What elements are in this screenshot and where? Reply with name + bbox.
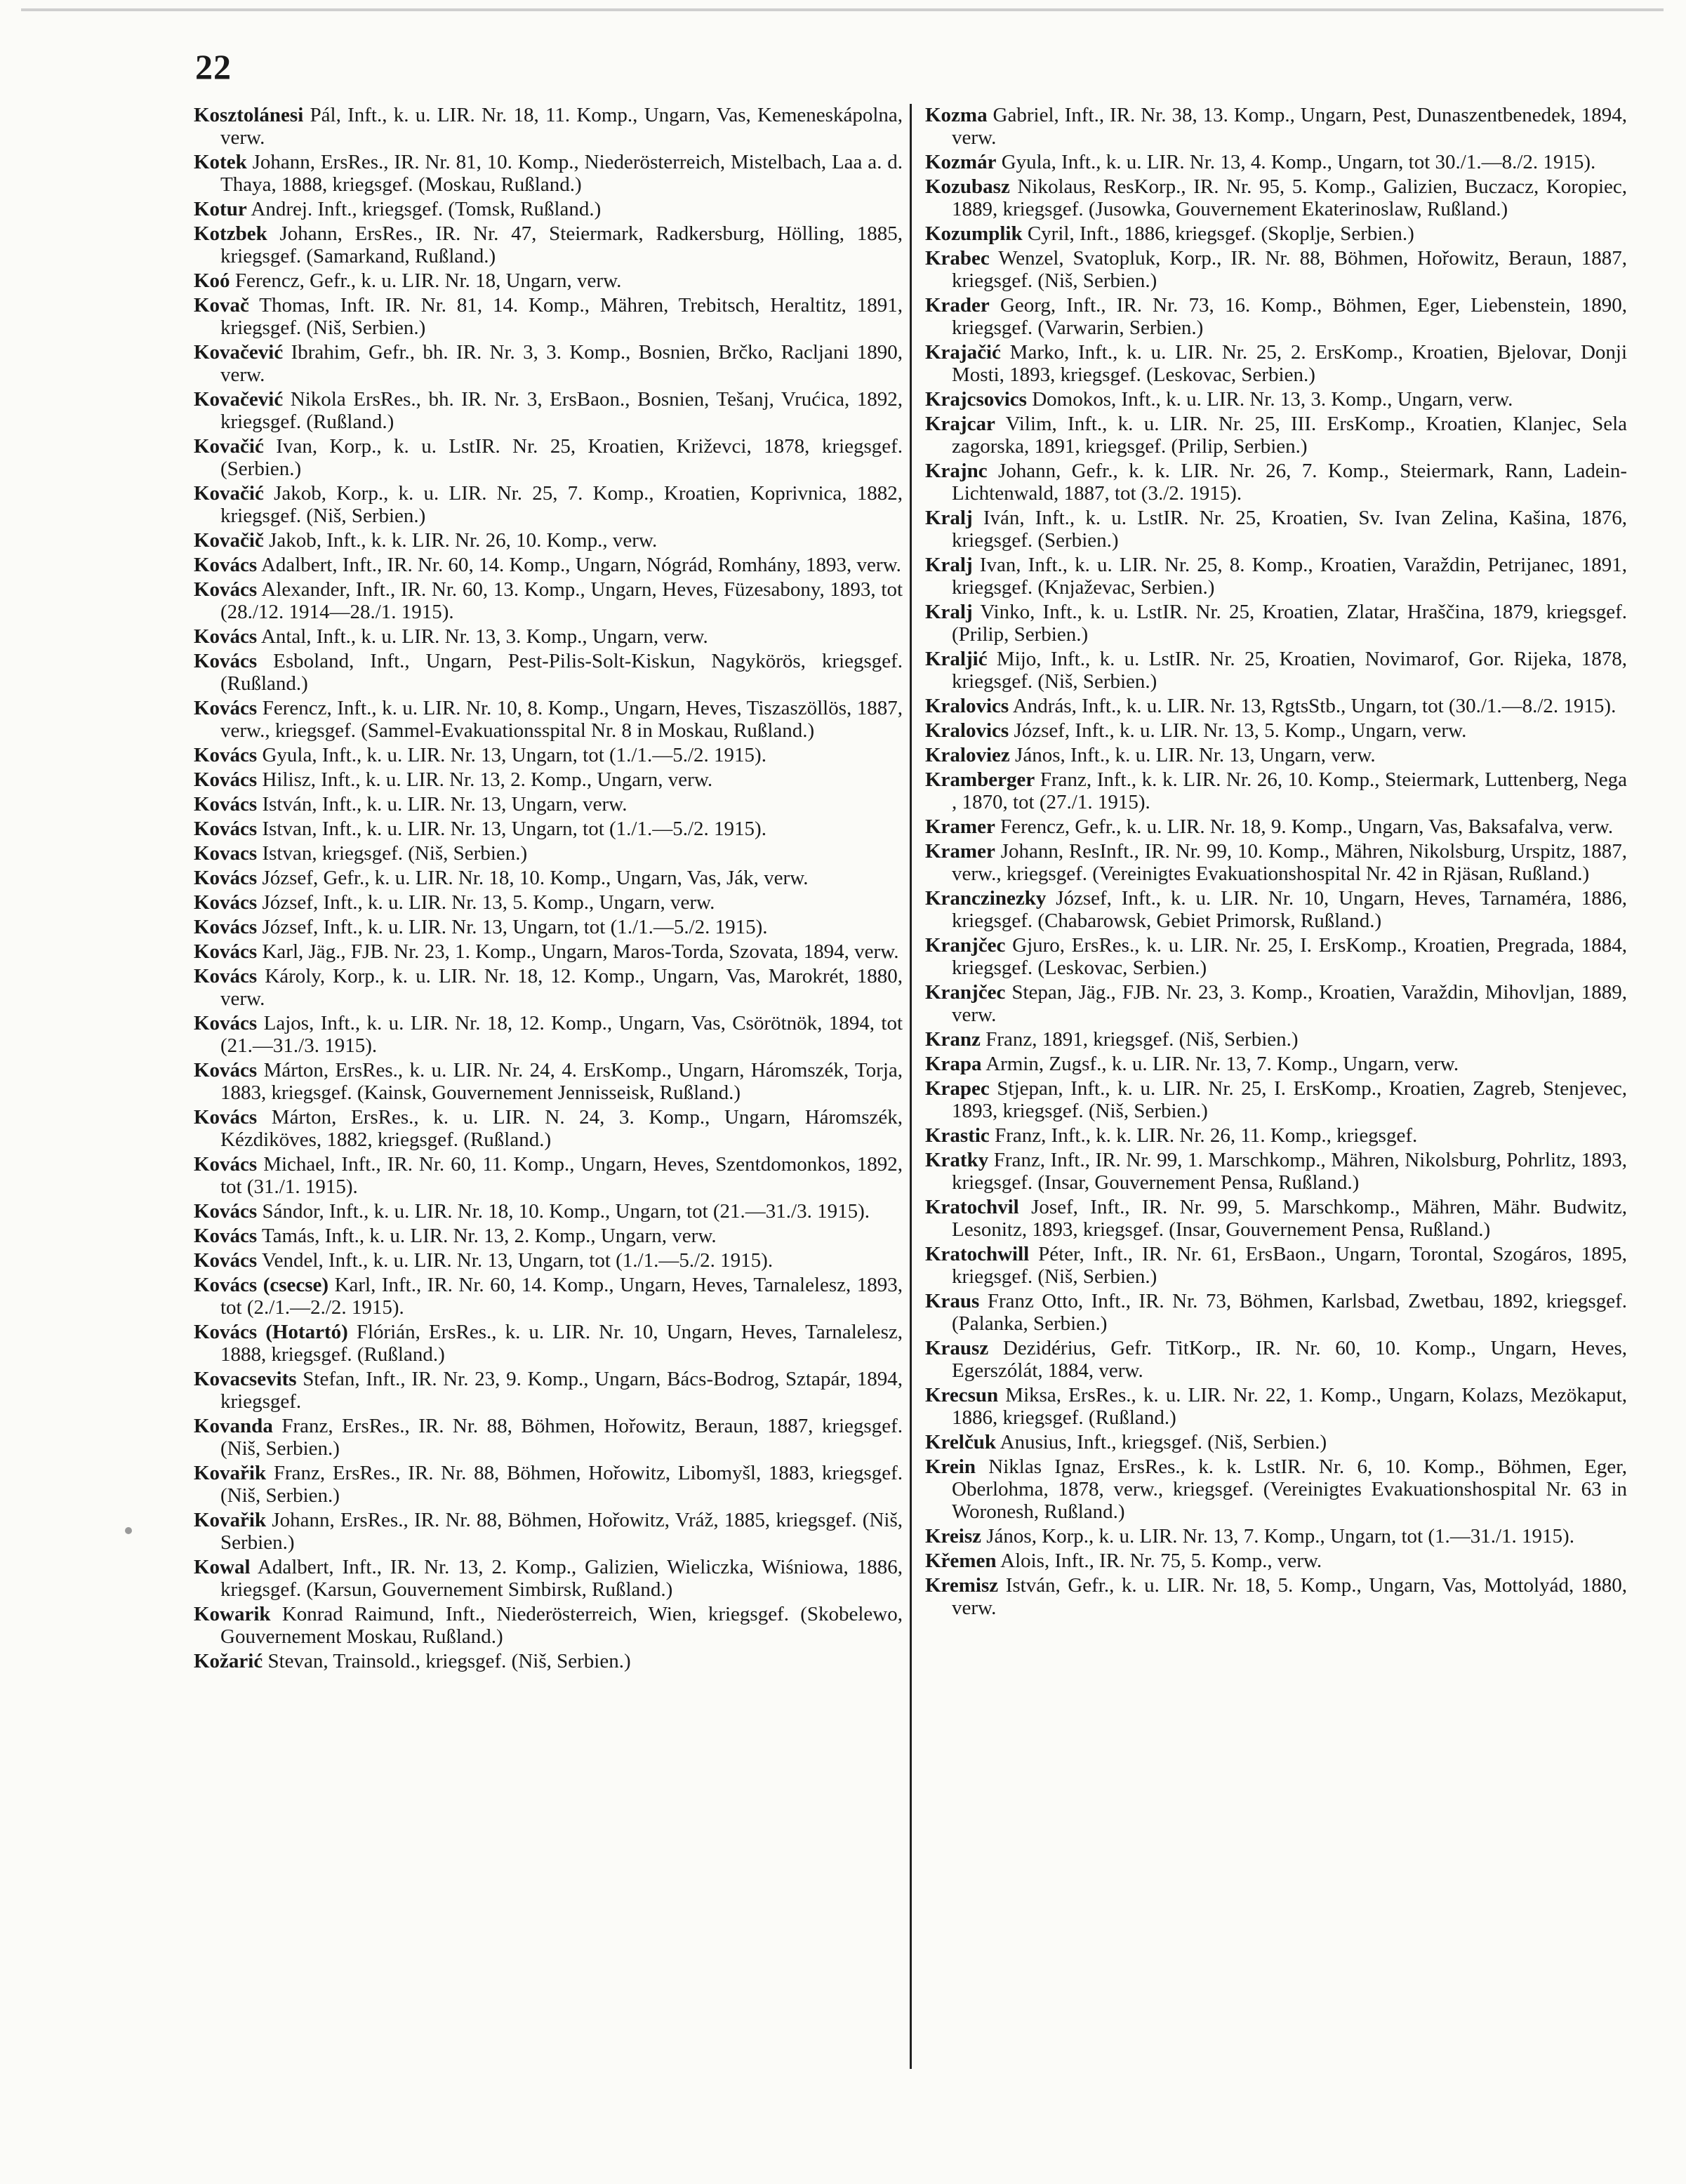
list-entry (194, 1321, 903, 1366)
list-entry (194, 1462, 903, 1507)
list-entry (925, 1124, 1627, 1147)
entry-details: Marko, Inft., k. u. LIR. Nr. 25, 2. ErsKomp., Kroatien, Bjelovar, Donji Mosti, 1893, kriegsgef. (Leskovac, Serbien.) (952, 341, 1627, 386)
list-entry (925, 744, 1627, 766)
list-entry (925, 1028, 1627, 1051)
entry-surname: Kranczinezky (925, 887, 1047, 910)
entry-details: Jakob, Korp., k. u. LIR. Nr. 25, 7. Komp., Kroatien, Koprivnica, 1882, kriegsgef. (Niš, Serbien.) (220, 482, 903, 527)
entry-surname: Kralovics (925, 695, 1009, 717)
entry-details: János, Inft., k. u. LIR. Nr. 13, Ungarn, verw. (1015, 744, 1376, 766)
list-entry (194, 1650, 903, 1672)
entry-details: József, Inft., k. u. LIR. Nr. 10, Ungarn, Heves, Tarnaméra, 1886, kriegsgef. (Chabarowsk, Gebiet Primorsk, Rußland.) (952, 887, 1627, 932)
list-entry (194, 151, 903, 196)
list-entry (925, 413, 1627, 458)
list-entry (194, 940, 903, 963)
entry-surname: Kralovics (925, 719, 1009, 742)
list-entry (925, 1525, 1627, 1547)
entry-details: Stefan, Inft., IR. Nr. 23, 9. Komp., Ungarn, Bács-Bodrog, Sztapár, 1894, kriegsgef. (220, 1368, 903, 1413)
entry-details: Armin, Zugsf., k. u. LIR. Nr. 13, 7. Komp., Ungarn, verw. (985, 1053, 1459, 1075)
entry-surname: Křemen (925, 1550, 997, 1572)
entry-details: Gabriel, Inft., IR. Nr. 38, 13. Komp., Ungarn, Pest, Dunaszentbenedek, 1894, verw. (952, 104, 1627, 149)
entry-surname: Kovács (194, 1225, 258, 1247)
entry-surname: Kovács (194, 1153, 258, 1176)
entry-details: Josef, Inft., IR. Nr. 99, 5. Marschkomp., Mähren, Mähr. Budwitz, Lesonitz, 1893, kriegsgef. (Insar, Gouvernement Pensa, Rußland.) (952, 1196, 1627, 1241)
entry-details: Flórián, ErsRes., k. u. LIR. Nr. 10, Ungarn, Heves, Tarnalelesz, 1888, kriegsgef. (Rußland.) (220, 1321, 903, 1366)
list-entry (925, 1337, 1627, 1382)
entry-details: Vinko, Inft., k. u. LstIR. Nr. 25, Kroatien, Zlatar, Hraščina, 1879, kriegsgef. (Prilip, Serbien.) (952, 601, 1627, 646)
entry-details: Esboland, Inft., Ungarn, Pest-Pilis-Solt-Kiskun, Nagykörös, kriegsgef. (Rußland.) (220, 650, 903, 695)
list-entry (925, 887, 1627, 932)
entry-details: Vendel, Inft., k. u. LIR. Nr. 13, Ungarn, tot (1./1.—5./2. 1915). (261, 1249, 774, 1272)
page-number: 22 (195, 47, 232, 86)
list-entry (194, 482, 903, 527)
entry-details: Wenzel, Svatopluk, Korp., IR. Nr. 88, Böhmen, Hořowitz, Beraun, 1887, kriegsgef. (Niš, Serbien.) (952, 247, 1627, 292)
entry-details: Gyula, Inft., k. u. LIR. Nr. 13, Ungarn, tot (1./1.—5./2. 1915). (262, 744, 766, 766)
entry-details: Adalbert, Inft., IR. Nr. 60, 14. Komp., Ungarn, Nógrád, Romhány, 1893, verw. (260, 554, 901, 576)
entry-surname: Kovács (194, 1200, 258, 1223)
list-entry (194, 1274, 903, 1319)
list-entry (925, 222, 1627, 245)
entry-surname: Kovács (194, 744, 258, 766)
list-entry (925, 1456, 1627, 1523)
entry-surname: Kowal (194, 1556, 251, 1578)
entry-details: Mijo, Inft., k. u. LstIR. Nr. 25, Kroatien, Novimarof, Gor. Rijeka, 1878, kriegsgef. (Niš, Serbien.) (952, 648, 1627, 693)
left-column (194, 104, 903, 1674)
entry-details: András, Inft., k. u. LIR. Nr. 13, RgtsStb., Ungarn, tot (30./1.—8./2. 1915). (1012, 695, 1617, 717)
entry-surname: Kotzbek (194, 222, 267, 245)
list-entry (925, 1196, 1627, 1241)
entry-surname: Kralj (925, 554, 973, 576)
entry-details: Vilim, Inft., k. u. LIR. Nr. 25, III. ErsKomp., Kroatien, Klanjec, Sela zagorska, 1891, kriegsgef. (Prilip, Serbien.) (952, 413, 1627, 458)
entry-surname: Kovacsevits (194, 1368, 297, 1390)
list-entry (925, 294, 1627, 339)
list-entry (194, 341, 903, 386)
entry-details: József, Inft., k. u. LIR. Nr. 13, 5. Komp., Ungarn, verw. (262, 891, 715, 914)
entry-details: Iván, Inft., k. u. LstIR. Nr. 25, Kroatien, Sv. Ivan Zelina, Kašina, 1876, kriegsgef. (Serbien.) (952, 507, 1628, 552)
entry-details: Stevan, Trainsold., kriegsgef. (Niš, Serbien.) (267, 1650, 631, 1672)
list-entry (194, 578, 903, 623)
list-entry (194, 1368, 903, 1413)
entry-surname: Kowarik (194, 1603, 271, 1625)
list-entry (925, 840, 1627, 885)
entry-details: Adalbert, Inft., IR. Nr. 13, 2. Komp., Galizien, Wieliczka, Wiśniowa, 1886, kriegsgef. (Karsun, Gouvernement Simbirsk, Rußland.) (220, 1556, 903, 1601)
list-entry (925, 175, 1627, 220)
list-entry (194, 1415, 903, 1460)
entry-details: Franz, Inft., k. k. LIR. Nr. 26, 11. Komp., kriegsgef. (995, 1124, 1418, 1147)
entry-surname: Kožarić (194, 1650, 263, 1672)
entry-details: Nikola ErsRes., bh. IR. Nr. 3, ErsBaon., Bosnien, Tešanj, Vrućica, 1892, kriegsgef. (Rußland.) (220, 388, 903, 433)
entry-surname: Kovačić (194, 435, 264, 458)
entry-details: Péter, Inft., IR. Nr. 61, ErsBaon., Ungarn, Torontal, Szogáros, 1895, kriegsgef. (Niš, Serbien.) (952, 1243, 1628, 1288)
margin-mark (125, 1527, 132, 1534)
list-entry (925, 388, 1627, 411)
entry-details: Ivan, Korp., k. u. LstIR. Nr. 25, Kroatien, Križevci, 1878, kriegsgef. (Serbien.) (220, 435, 903, 480)
entry-surname: Kranjčec (925, 934, 1006, 957)
list-entry (194, 1059, 903, 1104)
list-entry (194, 650, 903, 695)
list-entry (925, 1550, 1627, 1572)
entry-surname: Krabec (925, 247, 990, 269)
entry-surname: Kovač (194, 294, 249, 317)
entry-details: Gjuro, ErsRes., k. u. LIR. Nr. 25, I. ErsKomp., Kroatien, Pregrada, 1884, kriegsgef. (Leskovac, Serbien.) (952, 934, 1628, 979)
list-entry (194, 1225, 903, 1247)
entry-surname: Kovács (194, 793, 258, 815)
list-entry (194, 554, 903, 576)
entry-surname: Kratochwill (925, 1243, 1030, 1265)
entry-surname: Kratochvil (925, 1196, 1019, 1218)
entry-surname: Kovačić (194, 482, 264, 505)
list-entry (194, 1249, 903, 1272)
list-entry (194, 867, 903, 889)
entry-details: József, Inft., k. u. LIR. Nr. 13, Ungarn, tot (1./1.—5./2. 1915). (262, 916, 768, 938)
entry-details: Pál, Inft., k. u. LIR. Nr. 18, 11. Komp., Ungarn, Vas, Kemeneskápolna, verw. (220, 104, 903, 149)
entry-surname: Kovács (194, 625, 258, 648)
list-entry (194, 793, 903, 815)
list-entry (925, 815, 1627, 838)
entry-surname: Kranjčec (925, 981, 1006, 1004)
entry-surname: Kovács (194, 1059, 258, 1081)
list-entry (925, 151, 1627, 173)
list-entry (194, 1200, 903, 1223)
list-entry (925, 934, 1627, 979)
list-entry (194, 1509, 903, 1554)
entry-surname: Kovařik (194, 1509, 267, 1531)
entry-details: Alexander, Inft., IR. Nr. 60, 13. Komp., Ungarn, Heves, Füzesabony, 1893, tot (28./12. 1914—28./1. 1915). (220, 578, 903, 623)
column-divider (910, 104, 912, 2069)
list-entry (194, 965, 903, 1010)
entry-surname: Krapa (925, 1053, 982, 1075)
entry-details: Georg, Inft., IR. Nr. 73, 16. Komp., Böhmen, Eger, Liebenstein, 1890, kriegsgef. (Varwarin, Serbien.) (952, 294, 1627, 339)
list-entry (194, 697, 903, 742)
entry-details: Johann, ResInft., IR. Nr. 99, 10. Komp., Mähren, Nikolsburg, Urspitz, 1887, verw., kriegsgef. (Vereinigtes Evakuationshospital Nr. 42 in Rjäsan, Rußland.) (952, 840, 1628, 885)
list-entry (925, 104, 1627, 149)
entry-surname: Kreisz (925, 1525, 981, 1547)
entry-surname: Kovačević (194, 341, 284, 364)
list-entry (925, 981, 1627, 1026)
list-entry (925, 1290, 1627, 1335)
entry-surname: Kovács (194, 818, 258, 840)
list-entry (925, 1243, 1627, 1288)
entry-details: Nikolaus, ResKorp., IR. Nr. 95, 5. Komp., Galizien, Buczacz, Koropiec, 1889, kriegsgef. (Jusowka, Gouvernement Ekaterinoslaw, Rußland.) (952, 175, 1627, 220)
entry-details: István, Inft., k. u. LIR. Nr. 13, Ungarn, verw. (262, 793, 628, 815)
entry-surname: Kovács (194, 1012, 258, 1034)
entry-details: Márton, ErsRes., k. u. LIR. N. 24, 3. Komp., Ungarn, Háromszék, Kézdiköves, 1882, kriegsgef. (Rußland.) (220, 1106, 903, 1151)
entry-details: Johann, ErsRes., IR. Nr. 47, Steiermark, Radkersburg, Hölling, 1885, kriegsgef. (Samarkand, Rußland.) (220, 222, 903, 267)
entry-surname: Kovács (194, 697, 258, 719)
entry-details: Tamás, Inft., k. u. LIR. Nr. 13, 2. Komp., Ungarn, verw. (261, 1225, 717, 1247)
entry-surname: Krecsun (925, 1384, 999, 1406)
entry-details: Stjepan, Inft., k. u. LIR. Nr. 25, I. ErsKomp., Kroatien, Zagreb, Stenjevec, 1893, kriegsgef. (Niš, Serbien.) (952, 1077, 1628, 1122)
entry-surname: Kramer (925, 815, 995, 838)
list-entry (925, 768, 1627, 813)
entry-details: Karl, Jäg., FJB. Nr. 23, 1. Komp., Ungarn, Maros-Torda, Szovata, 1894, verw. (262, 940, 899, 963)
entry-details: Franz, Inft., k. k. LIR. Nr. 26, 10. Komp., Steiermark, Luttenberg, Nega , 1870, tot (27./1. 1915). (952, 768, 1627, 813)
entry-surname: Krein (925, 1456, 976, 1478)
entry-surname: Kraus (925, 1290, 980, 1312)
entry-details: Cyril, Inft., 1886, kriegsgef. (Skoplje, Serbien.) (1027, 222, 1414, 245)
entry-details: Andrej. Inft., kriegsgef. (Tomsk, Rußland.) (251, 198, 602, 220)
entry-details: Johann, Gefr., k. k. LIR. Nr. 26, 7. Komp., Steiermark, Rann, Ladein-Lichtenwald, 1887, tot (3./2. 1915). (952, 460, 1628, 505)
entry-details: Karl, Inft., IR. Nr. 60, 14. Komp., Ungarn, Heves, Tarnalelesz, 1893, tot (2./1.—2./2. 1915). (220, 1274, 903, 1319)
entry-surname: Kovács (194, 916, 258, 938)
entry-surname: Kovács (194, 650, 258, 672)
entry-details: Jakob, Inft., k. k. LIR. Nr. 26, 10. Komp., verw. (269, 529, 658, 552)
entry-surname: Kralj (925, 601, 973, 623)
entry-details: Michael, Inft., IR. Nr. 60, 11. Komp., Ungarn, Heves, Szentdomonkos, 1892, tot (31./1. 1915). (220, 1153, 903, 1198)
entry-surname: Kraloviez (925, 744, 1010, 766)
entry-details: Ferencz, Gefr., k. u. LIR. Nr. 18, Ungarn, verw. (234, 269, 622, 292)
entry-details: István, Gefr., k. u. LIR. Nr. 18, 5. Komp., Ungarn, Vas, Mottolyád, 1880, verw. (952, 1574, 1628, 1619)
entry-details: Antal, Inft., k. u. LIR. Nr. 13, 3. Komp., Ungarn, verw. (260, 625, 708, 648)
entry-surname: Koó (194, 269, 230, 292)
entry-details: Johann, ErsRes., IR. Nr. 88, Böhmen, Hořowitz, Vráž, 1885, kriegsgef. (Niš, Serbien.) (220, 1509, 903, 1554)
list-entry (194, 625, 903, 648)
entry-surname: Kramer (925, 840, 995, 863)
entry-details: Lajos, Inft., k. u. LIR. Nr. 18, 12. Komp., Ungarn, Vas, Csörötnök, 1894, tot (21.—31./3. 1915). (220, 1012, 903, 1057)
list-entry (194, 1153, 903, 1198)
list-entry (194, 435, 903, 480)
entry-details: József, Inft., k. u. LIR. Nr. 13, 5. Komp., Ungarn, verw. (1014, 719, 1467, 742)
list-entry (925, 601, 1627, 646)
entry-surname: Krajačić (925, 341, 1001, 364)
entry-surname: Krastic (925, 1124, 990, 1147)
entry-surname: Kovanda (194, 1415, 273, 1437)
entry-surname: Kralj (925, 507, 973, 529)
entry-details: Sándor, Inft., k. u. LIR. Nr. 18, 10. Komp., Ungarn, tot (21.—31./3. 1915). (262, 1200, 870, 1223)
list-entry (925, 1384, 1627, 1429)
entry-details: Franz Otto, Inft., IR. Nr. 73, Böhmen, Karlsbad, Zwetbau, 1892, kriegsgef. (Palanka, Serbien.) (952, 1290, 1627, 1335)
list-entry (194, 1603, 903, 1648)
entry-surname: Kovacs (194, 842, 258, 865)
list-entry (194, 269, 903, 292)
list-entry (194, 1106, 903, 1151)
entry-surname: Kovács (Hotartó) (194, 1321, 348, 1343)
entry-surname: Kovačič (194, 529, 264, 552)
entry-details: Franz, 1891, kriegsgef. (Niš, Serbien.) (985, 1028, 1299, 1051)
entry-details: József, Gefr., k. u. LIR. Nr. 18, 10. Komp., Ungarn, Vas, Ják, verw. (262, 867, 809, 889)
entry-surname: Kozma (925, 104, 988, 126)
entry-surname: Kovařik (194, 1462, 267, 1484)
entry-details: Miksa, ErsRes., k. u. LIR. Nr. 22, 1. Komp., Ungarn, Kolazs, Mezökaput, 1886, kriegsgef. (Rußland.) (952, 1384, 1628, 1429)
entry-details: Ivan, Inft., k. u. LIR. Nr. 25, 8. Komp., Kroatien, Varaždin, Petrijanec, 1891, kriegsgef. (Knjaževac, Serbien.) (952, 554, 1627, 599)
entry-surname: Kozubasz (925, 175, 1010, 198)
entry-surname: Kovács (194, 768, 258, 791)
entry-details: Johann, ErsRes., IR. Nr. 81, 10. Komp., Niederösterreich, Mistelbach, Laa a. d. Thaya, 1888, kriegsgef. (Moskau, Rußland.) (220, 151, 903, 196)
list-entry (925, 460, 1627, 505)
entry-surname: Kozmár (925, 151, 997, 173)
list-entry (925, 1053, 1627, 1075)
top-edge-shadow (21, 8, 1664, 11)
entry-surname: Krajcsovics (925, 388, 1027, 411)
entry-details: Franz, ErsRes., IR. Nr. 88, Böhmen, Hořowitz, Beraun, 1887, kriegsgef. (Niš, Serbien.) (220, 1415, 903, 1460)
list-entry (925, 1149, 1627, 1194)
entry-details: Istvan, Inft., k. u. LIR. Nr. 13, Ungarn, tot (1./1.—5./2. 1915). (262, 818, 766, 840)
entry-details: Franz, ErsRes., IR. Nr. 88, Böhmen, Hořowitz, Libomyšl, 1883, kriegsgef. (Niš, Serbien.) (220, 1462, 903, 1507)
entry-details: Ferencz, Inft., k. u. LIR. Nr. 10, 8. Komp., Ungarn, Heves, Tiszaszöllös, 1887, verw., kriegsgef. (Sammel-Evakuationsspital Nr. 8 in Moskau, Rußland.) (220, 697, 903, 742)
right-column (925, 104, 1627, 1621)
list-entry (194, 1556, 903, 1601)
entry-surname: Kovács (194, 965, 258, 987)
list-entry (194, 198, 903, 220)
entry-details: Stepan, Jäg., FJB. Nr. 23, 3. Komp., Kroatien, Varaždin, Mihovljan, 1889, verw. (952, 981, 1628, 1026)
entry-surname: Kovács (csecse) (194, 1274, 329, 1296)
list-entry (194, 891, 903, 914)
list-entry (194, 388, 903, 433)
entry-surname: Kovács (194, 940, 258, 963)
entry-surname: Kraljić (925, 648, 988, 670)
entry-surname: Kotek (194, 151, 247, 173)
entry-details: János, Korp., k. u. LIR. Nr. 13, 7. Komp., Ungarn, tot (1.—31./1. 1915). (986, 1525, 1574, 1547)
list-entry (194, 744, 903, 766)
entry-surname: Krausz (925, 1337, 989, 1359)
entry-details: Domokos, Inft., k. u. LIR. Nr. 13, 3. Komp., Ungarn, verw. (1032, 388, 1513, 411)
entry-surname: Kranz (925, 1028, 981, 1051)
entry-details: Konrad Raimund, Inft., Niederösterreich, Wien, kriegsgef. (Skobelewo, Gouvernement Moskau, Rußland.) (220, 1603, 903, 1648)
list-entry (925, 341, 1627, 386)
list-entry (925, 1431, 1627, 1453)
entry-surname: Krelčuk (925, 1431, 996, 1453)
entry-surname: Kovács (194, 578, 258, 601)
entry-surname: Kovács (194, 867, 258, 889)
list-entry (194, 104, 903, 149)
entry-details: Thomas, Inft. IR. Nr. 81, 14. Komp., Mähren, Trebitsch, Heraltitz, 1891, kriegsgef. (Niš, Serbien.) (220, 294, 903, 339)
entry-surname: Krapec (925, 1077, 990, 1100)
entry-surname: Kozumplik (925, 222, 1023, 245)
entry-details: Niklas Ignaz, ErsRes., k. k. LstIR. Nr. 6, 10. Komp., Böhmen, Eger, Oberlohma, 1878, verw., kriegsgef. (Vereinigtes Evakuationshospital Nr. 63 in Woronesh, Rußland.) (952, 1456, 1628, 1523)
entry-details: Márton, ErsRes., k. u. LIR. Nr. 24, 4. ErsKomp., Ungarn, Háromszék, Torja, 1883, kriegsgef. (Kainsk, Gouvernement Jennisseisk, Rußland.) (220, 1059, 903, 1104)
entry-details: Ibrahim, Gefr., bh. IR. Nr. 3, 3. Komp., Bosnien, Brčko, Racljani 1890, verw. (220, 341, 903, 386)
list-entry (925, 648, 1627, 693)
entry-details: Alois, Inft., IR. Nr. 75, 5. Komp., verw. (1000, 1550, 1322, 1572)
list-entry (194, 222, 903, 267)
entry-details: Istvan, kriegsgef. (Niš, Serbien.) (262, 842, 528, 865)
entry-surname: Kotur (194, 198, 247, 220)
list-entry (925, 1574, 1627, 1619)
entry-details: Gyula, Inft., k. u. LIR. Nr. 13, 4. Komp., Ungarn, tot 30./1.—8./2. 1915). (1001, 151, 1596, 173)
entry-surname: Kovács (194, 1249, 258, 1272)
entry-surname: Kovács (194, 891, 258, 914)
entry-details: Dezidérius, Gefr. TitKorp., IR. Nr. 60, 10. Komp., Ungarn, Heves, Egerszólát, 1884, verw. (952, 1337, 1628, 1382)
list-entry (194, 818, 903, 840)
entry-surname: Kovačević (194, 388, 284, 411)
list-entry (925, 719, 1627, 742)
entry-surname: Krader (925, 294, 990, 317)
entry-details: Franz, Inft., IR. Nr. 99, 1. Marschkomp., Mähren, Nikolsburg, Pohrlitz, 1893, kriegsgef. (Insar, Gouvernement Pensa, Rußland.) (952, 1149, 1628, 1194)
entry-surname: Krajcar (925, 413, 995, 435)
list-entry (925, 1077, 1627, 1122)
list-entry (194, 529, 903, 552)
entry-surname: Krajnc (925, 460, 988, 482)
list-entry (194, 768, 903, 791)
list-entry (194, 916, 903, 938)
list-entry (194, 294, 903, 339)
entry-surname: Kratky (925, 1149, 989, 1171)
entry-details: Ferencz, Gefr., k. u. LIR. Nr. 18, 9. Komp., Ungarn, Vas, Baksafalva, verw. (1000, 815, 1614, 838)
entry-surname: Kremisz (925, 1574, 999, 1597)
list-entry (925, 695, 1627, 717)
list-entry (194, 1012, 903, 1057)
entry-surname: Kovács (194, 554, 258, 576)
entry-surname: Kosztolánesi (194, 104, 304, 126)
entry-surname: Kovács (194, 1106, 258, 1128)
entry-surname: Kramberger (925, 768, 1035, 791)
list-entry (925, 554, 1627, 599)
list-entry (194, 842, 903, 865)
list-entry (925, 507, 1627, 552)
entry-details: Hilisz, Inft., k. u. LIR. Nr. 13, 2. Komp., Ungarn, verw. (262, 768, 713, 791)
list-entry (925, 247, 1627, 292)
entry-details: Anusius, Inft., kriegsgef. (Niš, Serbien.) (1000, 1431, 1327, 1453)
entry-details: Károly, Korp., k. u. LIR. Nr. 18, 12. Komp., Ungarn, Vas, Marokrét, 1880, verw. (220, 965, 903, 1010)
